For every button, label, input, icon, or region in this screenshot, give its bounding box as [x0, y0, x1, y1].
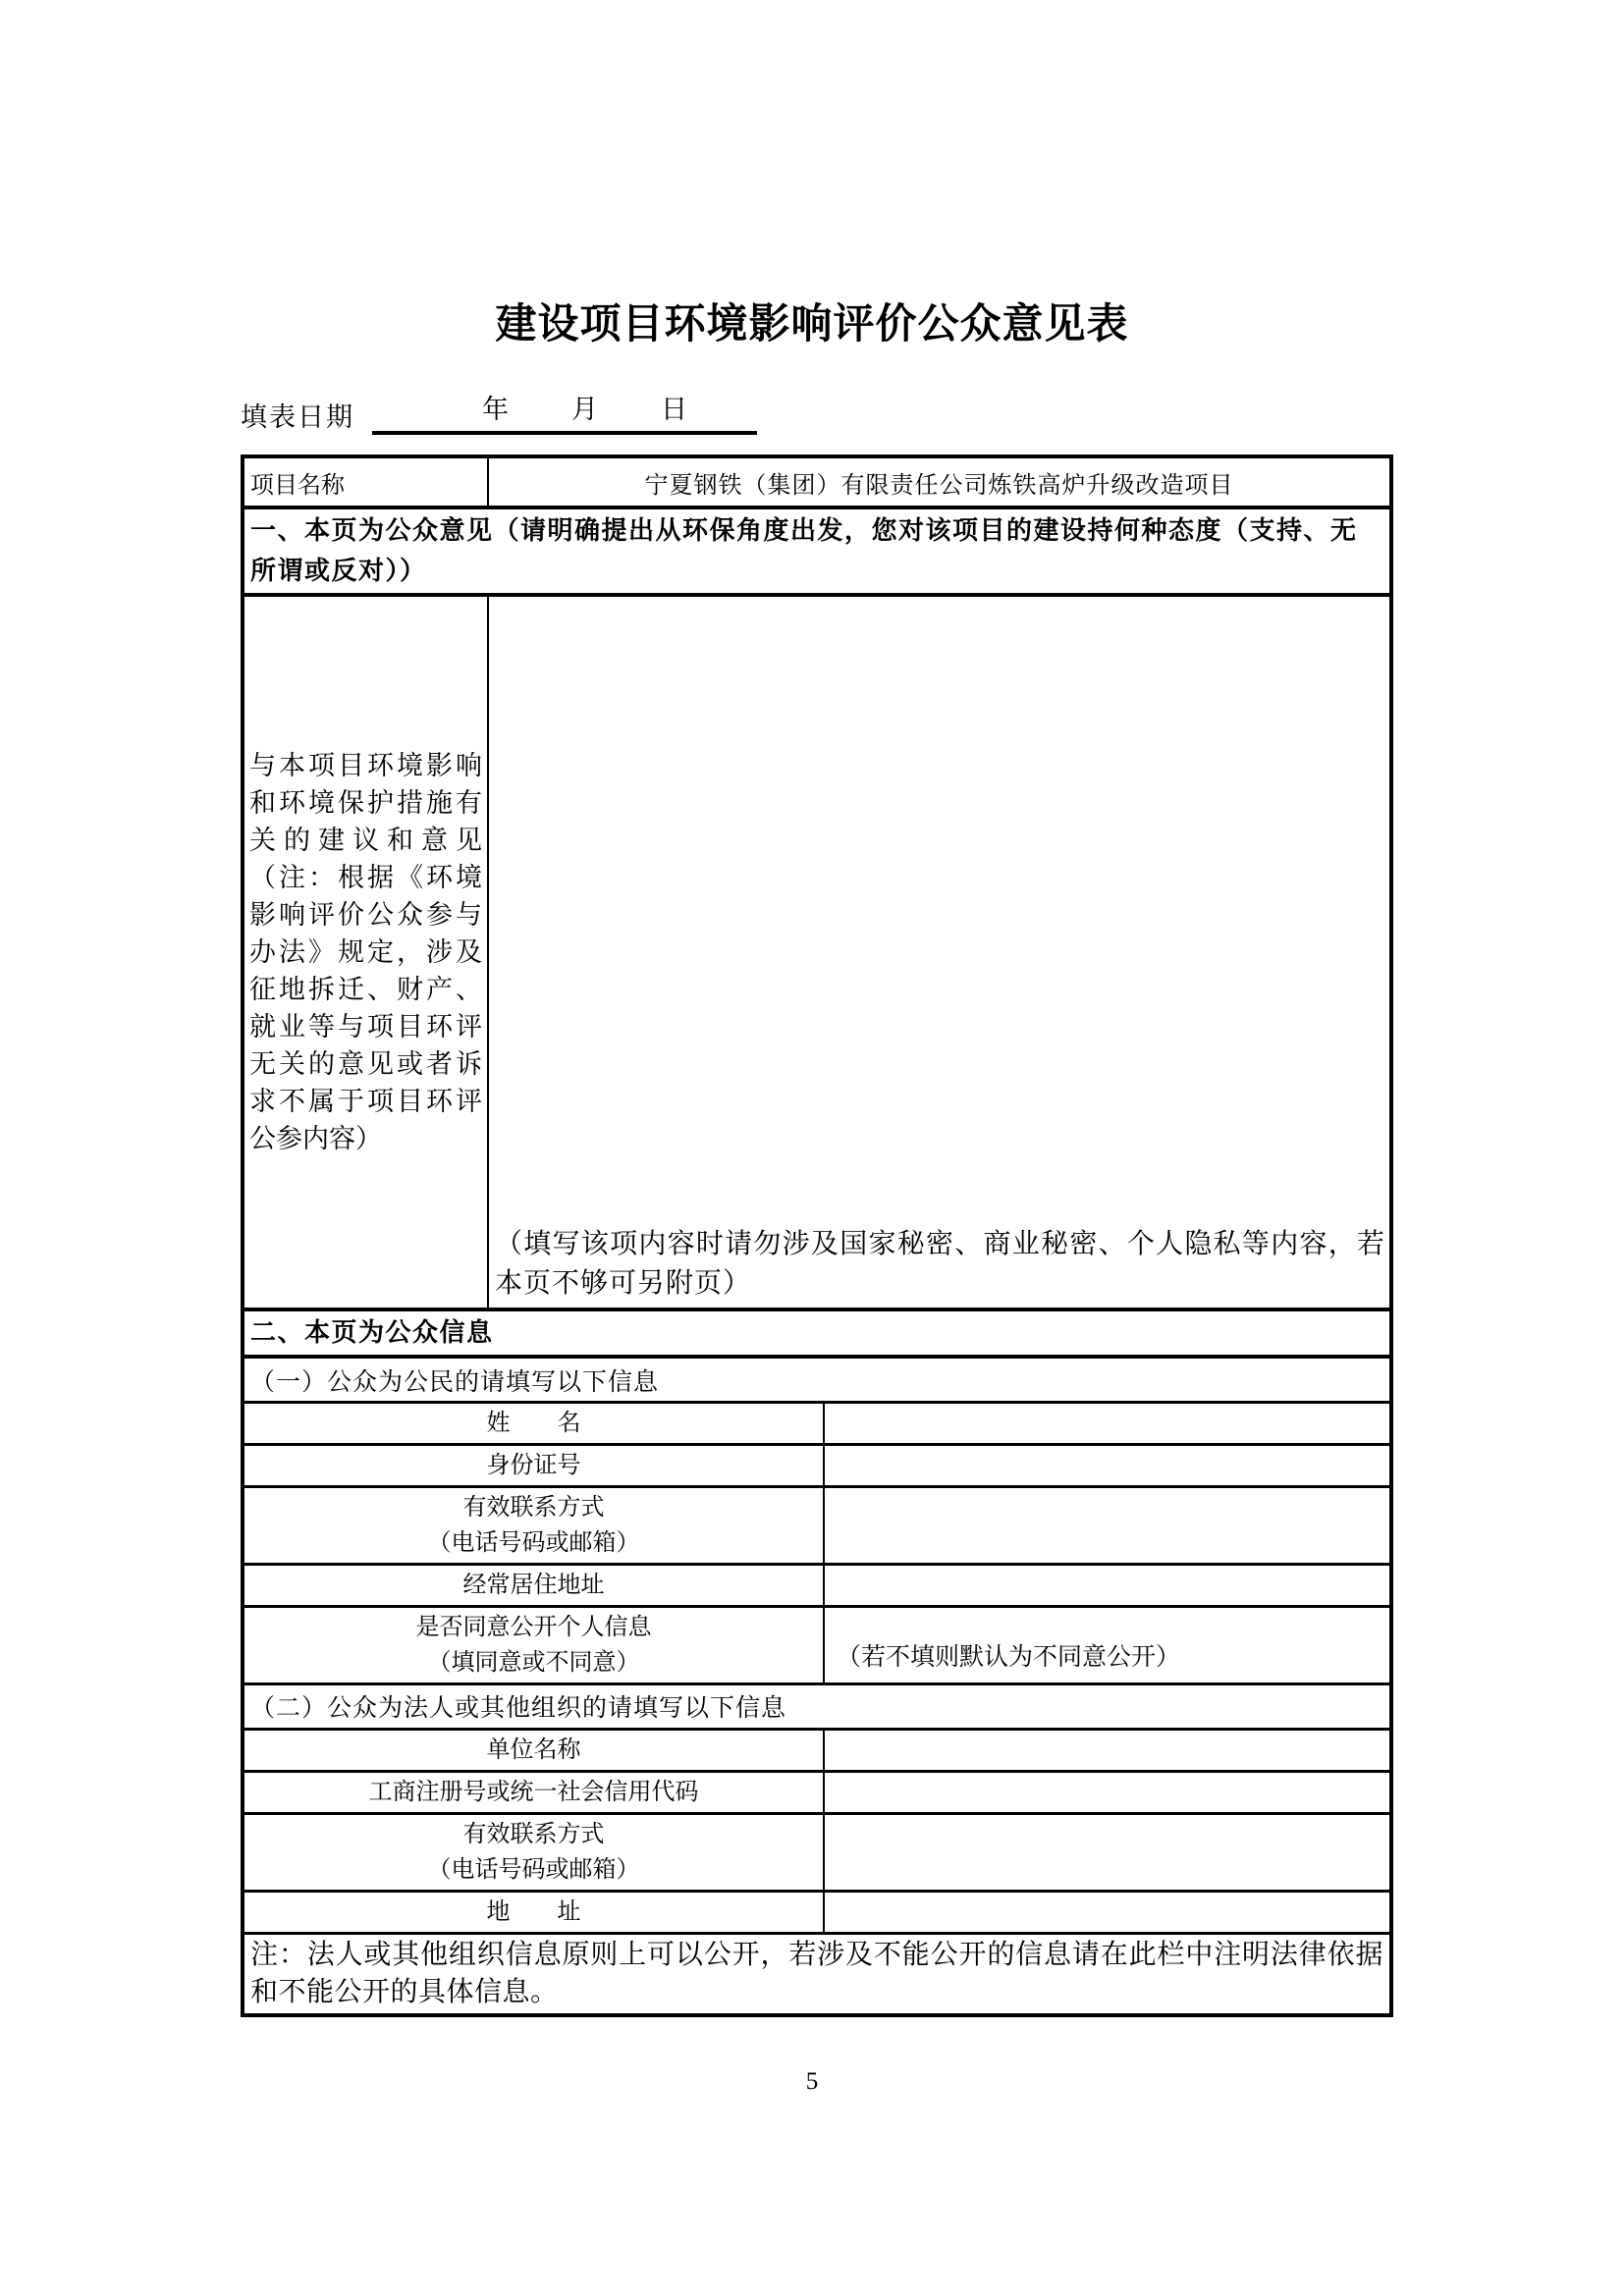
citizen-contact-row	[243, 1486, 1391, 1564]
org-address-row	[243, 1891, 1391, 1933]
fill-date-line	[241, 393, 1624, 435]
section1-title: 一、本页为公众意见（请明确提出从环保角度出发，您对该项目的建设持何种态度（支持、无所谓或反对））	[243, 507, 1391, 595]
org-credit-code-input-cell[interactable]	[824, 1771, 1391, 1813]
footer-note: 注：法人或其他组织信息原则上可以公开，若涉及不能公开的信息请在此栏中注明法律依据和不能公开的具体信息。	[243, 1933, 1391, 2015]
org-contact-input-cell[interactable]	[824, 1813, 1391, 1891]
citizen-contact-label-line2: （电话号码或邮箱）	[427, 1529, 640, 1556]
org-contact-row	[243, 1813, 1391, 1891]
citizen-name-row	[243, 1402, 1391, 1444]
citizen-contact-label	[243, 1486, 824, 1564]
org-credit-code-row	[243, 1771, 1391, 1813]
org-contact-label-line1: 有效联系方式	[462, 1821, 605, 1847]
org-name-input-cell[interactable]	[824, 1729, 1391, 1771]
citizen-id-label: 身份证号	[243, 1444, 824, 1486]
organization-subsection-row	[243, 1683, 1391, 1729]
fill-date-blank-field[interactable]	[372, 393, 757, 435]
org-contact-label-line2: （电话号码或邮箱）	[427, 1856, 640, 1883]
organization-subsection-title: （二）公众为法人或其他组织的请填写以下信息	[243, 1683, 1391, 1729]
citizen-contact-label-line1: 有效联系方式	[462, 1494, 605, 1521]
citizen-consent-label-line2: （填同意或不同意）	[427, 1649, 640, 1676]
citizen-consent-row	[243, 1606, 1391, 1683]
citizen-id-input-cell[interactable]	[824, 1444, 1391, 1486]
org-name-row	[243, 1729, 1391, 1771]
org-address-input-cell[interactable]	[824, 1891, 1391, 1933]
opinion-label: 与本项目环境影响和环境保护措施有关的建议和意见（注：根据《环境影响评价公众参与办法》规定，涉及征地拆迁、财产、就业等与项目环评无关的意见或者诉求不属于项目环评公参内容）	[243, 595, 488, 1309]
citizen-contact-input-cell[interactable]	[824, 1486, 1391, 1564]
page-number: 5	[805, 2067, 819, 2095]
day-label: 日	[661, 395, 687, 425]
citizen-consent-default-note[interactable]: （若不填则默认为不同意公开）	[824, 1606, 1391, 1683]
page-title: 建设项目环境影响评价公众意见表	[495, 302, 1129, 347]
org-name-label: 单位名称	[243, 1729, 824, 1771]
org-credit-code-label: 工商注册号或统一社会信用代码	[243, 1771, 824, 1813]
footer-note-row	[243, 1933, 1391, 2015]
opinion-input-area[interactable]	[489, 597, 1389, 1219]
org-address-label: 地 址	[243, 1891, 824, 1933]
month-label: 月	[571, 395, 598, 425]
citizen-id-row	[243, 1444, 1391, 1486]
opinion-value-cell	[488, 595, 1391, 1309]
citizen-subsection-row	[243, 1357, 1391, 1402]
citizen-name-input-cell[interactable]	[824, 1402, 1391, 1444]
opinion-row	[243, 595, 1391, 1309]
citizen-address-input-cell[interactable]	[824, 1564, 1391, 1606]
citizen-address-row	[243, 1564, 1391, 1606]
fill-date-label: 填表日期	[241, 402, 354, 433]
section2-title: 二、本页为公众信息	[243, 1309, 1391, 1357]
org-contact-label	[243, 1813, 824, 1891]
year-label: 年	[482, 395, 509, 425]
citizen-consent-label	[243, 1606, 824, 1683]
section1-header-row	[243, 507, 1391, 595]
citizen-name-label: 姓 名	[243, 1402, 824, 1444]
section2-header-row	[243, 1309, 1391, 1357]
citizen-address-label: 经常居住地址	[243, 1564, 824, 1606]
public-opinion-form-table	[241, 454, 1393, 2016]
project-name-row	[243, 456, 1391, 507]
citizen-consent-label-line1: 是否同意公开个人信息	[415, 1614, 652, 1640]
opinion-privacy-note: （填写该项内容时请勿涉及国家秘密、商业秘密、个人隐私等内容，若本页不够可另附页）	[495, 1229, 1385, 1300]
citizen-subsection-title: （一）公众为公民的请填写以下信息	[243, 1357, 1391, 1402]
project-name-value: 宁夏钢铁（集团）有限责任公司炼铁高炉升级改造项目	[488, 456, 1391, 507]
project-name-label: 项目名称	[243, 456, 488, 507]
